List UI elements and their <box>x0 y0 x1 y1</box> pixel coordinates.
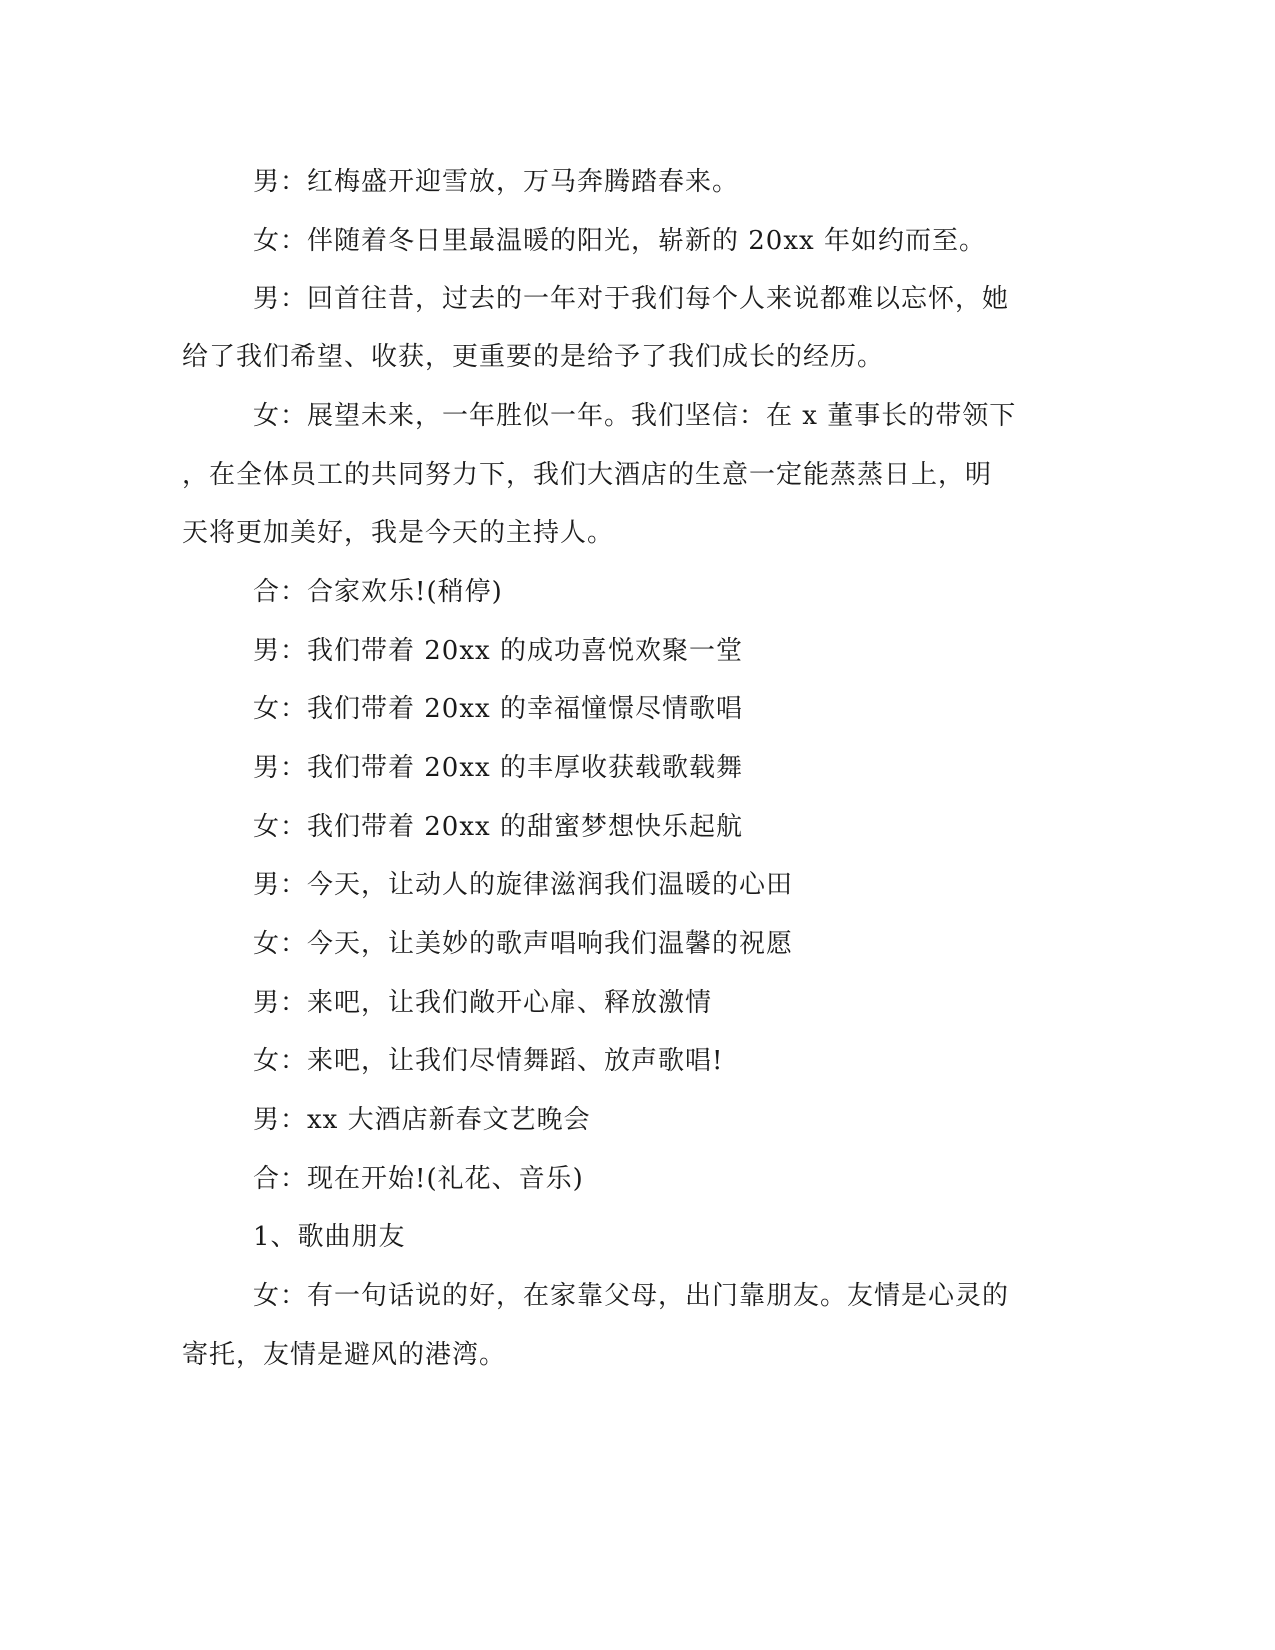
text-line: 女：今天，让美妙的歌声唱响我们温馨的祝愿 <box>253 929 794 959</box>
text-line: 男：来吧，让我们敞开心扉、释放激情 <box>253 988 713 1018</box>
text-line: 女：展望未来，一年胜似一年。我们坚信：在 x 董事长的带领下 <box>253 401 1017 431</box>
text-line: 男：我们带着 20xx 的丰厚收获载歌载舞 <box>253 753 743 783</box>
section-heading: 1、歌曲朋友 <box>253 1222 406 1252</box>
text-line: 男：我们带着 20xx 的成功喜悦欢聚一堂 <box>253 636 743 666</box>
text-line: 给了我们希望、收获，更重要的是给予了我们成长的经历。 <box>182 342 885 372</box>
text-line: 男：xx 大酒店新春文艺晚会 <box>253 1105 591 1135</box>
text-line: 女：有一句话说的好，在家靠父母，出门靠朋友。友情是心灵的 <box>253 1281 1010 1311</box>
text-line: 男：今天，让动人的旋律滋润我们温暖的心田 <box>253 870 794 900</box>
text-line: 天将更加美好，我是今天的主持人。 <box>182 518 615 548</box>
text-line: 女：我们带着 20xx 的甜蜜梦想快乐起航 <box>253 812 743 842</box>
text-line: 女：伴随着冬日里最温暖的阳光，崭新的 20xx 年如约而至。 <box>253 226 986 256</box>
text-line: 女：来吧，让我们尽情舞蹈、放声歌唱! <box>253 1046 724 1076</box>
text-line: 寄托，友情是避风的港湾。 <box>182 1340 507 1370</box>
text-line: 男：回首往昔，过去的一年对于我们每个人来说都难以忘怀，她 <box>253 284 1010 314</box>
text-line: 男：红梅盛开迎雪放，万马奔腾踏春来。 <box>253 167 740 197</box>
text-line: 女：我们带着 20xx 的幸福憧憬尽情歌唱 <box>253 694 743 724</box>
text-line: 合：现在开始!(礼花、音乐) <box>253 1164 584 1194</box>
text-line: ，在全体员工的共同努力下，我们大酒店的生意一定能蒸蒸日上，明 <box>182 460 993 490</box>
text-line: 合：合家欢乐!(稍停) <box>253 577 503 607</box>
